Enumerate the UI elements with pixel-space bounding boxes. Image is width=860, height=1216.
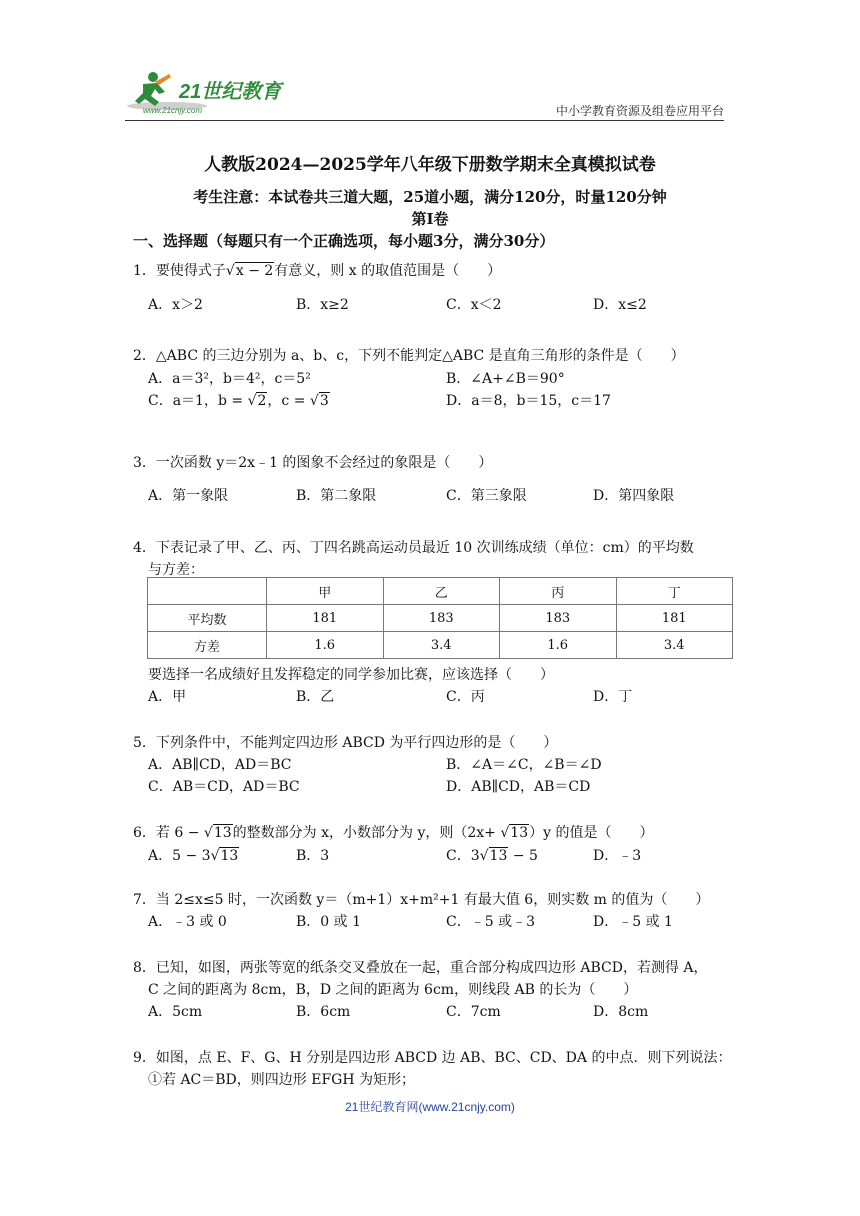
question-5: 5．下列条件中，不能判定四边形 ABCD 为平行四边形的是（ ） (133, 735, 558, 751)
table-cell: 3.4 (383, 632, 500, 659)
q3-option-d: D．第四象限 (593, 488, 675, 504)
q8-option-d: D．8cm (593, 1004, 649, 1020)
q6-option-a: A．5 − 3√13 (148, 848, 239, 864)
header-divider (125, 120, 724, 121)
question-4-line2: 与方差： (148, 562, 204, 578)
q8-option-b: B．6cm (296, 1004, 351, 1020)
q7-option-d: D．﹣5 或 1 (593, 914, 673, 930)
question-9-line2: ①若 AC＝BD，则四边形 EFGH 为矩形； (148, 1072, 416, 1088)
header-platform-text: 中小学教育资源及组卷应用平台 (555, 104, 724, 118)
section-heading: 一、选择题（每题只有一个正确选项，每小题3分，满分30分） (133, 232, 555, 250)
table-header-cell: 甲 (267, 578, 384, 605)
q8-option-c: C．7cm (446, 1004, 501, 1020)
volume-label: 第Ⅰ卷 (411, 210, 449, 228)
q4-option-a: A．甲 (148, 689, 187, 705)
q2-option-d: D．a＝8，b＝15，c＝17 (446, 393, 611, 409)
table-cell: 1.6 (267, 632, 384, 659)
table-cell: 1.6 (500, 632, 617, 659)
q2-option-b: B．∠A+∠B＝90° (446, 371, 565, 387)
question-7: 7．当 2≤x≤5 时，一次函数 y＝（m+1）x+m²+1 有最大值 6，则实数 m 的值为（ ） (133, 892, 710, 908)
q1-option-b: B．x≥2 (296, 297, 349, 313)
sqrt-expression: √x − 2 (225, 263, 274, 279)
footer-link[interactable]: 21世纪教育网(www.21cnjy.com) (345, 1100, 515, 1114)
table-header-cell: 丙 (500, 578, 617, 605)
q5-option-c: C．AB＝CD，AD＝BC (148, 779, 300, 795)
q1-option-d: D．x≤2 (593, 297, 647, 313)
q5-option-d: D．AB∥CD，AB＝CD (446, 779, 591, 795)
q1-pre: 1．要使得式子 (133, 263, 226, 279)
table-cell: 3.4 (616, 632, 733, 659)
q4-option-c: C．丙 (446, 689, 485, 705)
logo-text: 21世纪教育 (179, 81, 282, 103)
question-8-line2: C 之间的距离为 8cm，B，D 之间的距离为 6cm，则线段 AB 的长为（ ） (148, 982, 638, 998)
q3-option-a: A．第一象限 (148, 488, 229, 504)
logo-21cnjy (125, 68, 295, 118)
q4-option-b: B．乙 (296, 689, 335, 705)
q2-option-a: A．a＝3²，b＝4²，c＝5² (148, 371, 311, 387)
q8-option-a: A．5cm (148, 1004, 203, 1020)
exam-title: 人教版2024—2025学年八年级下册数学期末全真模拟试卷 (204, 155, 656, 175)
table-cell: 181 (267, 605, 384, 632)
question-8-line1: 8．已知，如图，两张等宽的纸条交叉叠放在一起，重合部分构成四边形 ABCD，若测得 A， (133, 960, 708, 976)
question-1 (133, 260, 501, 280)
q1-option-a: A．x＞2 (148, 297, 203, 313)
table-header-cell: 乙 (383, 578, 500, 605)
table-cell: 183 (383, 605, 500, 632)
q6-option-c: C．3√13 − 5 (446, 848, 538, 864)
q3-option-c: C．第三象限 (446, 488, 527, 504)
table-cell: 平均数 (148, 605, 267, 632)
q7-option-c: C．﹣5 或﹣3 (446, 914, 535, 930)
exam-notice: 考生注意：本试卷共三道大题，25道小题，满分120分，时量120分钟 (193, 188, 667, 206)
table-row (148, 632, 733, 659)
table-cell: 183 (500, 605, 617, 632)
table-cell: 方差 (148, 632, 267, 659)
q2-option-c: C．a＝1，b = √2，c = √3 (148, 393, 329, 409)
q4-option-d: D．丁 (593, 689, 633, 705)
table-header-cell (148, 578, 267, 605)
question-3: 3．一次函数 y＝2x﹣1 的图象不会经过的象限是（ ） (133, 455, 493, 471)
q7-option-b: B．0 或 1 (296, 914, 362, 930)
q5-option-b: B．∠A＝∠C，∠B＝∠D (446, 757, 602, 773)
table-header-row (148, 578, 733, 605)
question-4-line1: 4．下表记录了甲、乙、丙、丁四名跳高运动员最近 10 次训练成绩（单位：cm）的平均数 (133, 540, 694, 556)
scores-table (147, 577, 733, 659)
logo-url: www.21cnjy.com (143, 106, 202, 115)
q6-option-d: D．﹣3 (593, 848, 642, 864)
q6-option-b: B．3 (296, 848, 330, 864)
q1-option-c: C．x＜2 (446, 297, 502, 313)
q3-option-b: B．第二象限 (296, 488, 377, 504)
q1-post: 有意义，则 x 的取值范围是（ ） (274, 263, 502, 279)
table-header-cell: 丁 (616, 578, 733, 605)
question-2: 2．△ABC 的三边分别为 a、b、c，下列不能判定△ABC 是直角三角形的条件是（ ） (133, 348, 685, 364)
question-4-ask: 要选择一名成绩好且发挥稳定的同学参加比赛，应该选择（ ） (148, 667, 554, 683)
table-row (148, 605, 733, 632)
question-9-line1: 9．如图，点 E、F、G、H 分别是四边形 ABCD 边 AB、BC、CD、DA 的中点．则下列说法： (133, 1050, 732, 1066)
question-6: 6．若 6 − √13的整数部分为 x，小数部分为 y，则（2x+ √13）y 的值是（ ） (133, 825, 654, 841)
q7-option-a: A．﹣3 或 0 (148, 914, 227, 930)
q5-option-a: A．AB∥CD，AD＝BC (148, 757, 292, 773)
table-cell: 181 (616, 605, 733, 632)
